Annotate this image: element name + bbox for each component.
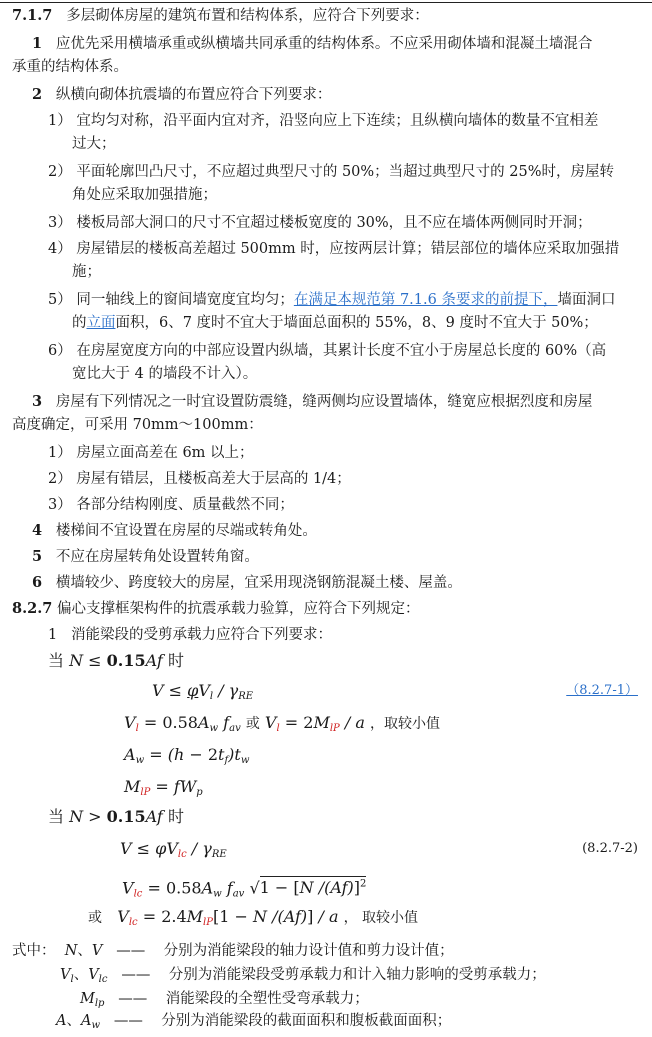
def-row-3: $M_{lp}$ —— 消能梁段的全塑性受弯承载力； bbox=[80, 991, 369, 1009]
def-row-1: 式中： N、V —— 分别为消能梁段的轴力设计值和剪力设计值； bbox=[12, 943, 454, 959]
item-3-line2: 高度确定，可采用 70mm～100mm： bbox=[12, 417, 263, 433]
sub-5-line1: 5） 同一轴线上的窗间墙宽度宜均匀；在满足本规范第 7.1.6 条要求的前提下，墙面洞口 bbox=[48, 292, 616, 308]
eq-number-8-2-7-1[interactable]: （8.2.7-1） bbox=[566, 683, 638, 698]
sub-6-line2: 宽比大于 4 的墙段不计入）。 bbox=[72, 366, 258, 382]
link-elevation[interactable]: 立面 bbox=[86, 315, 116, 331]
eq-mlp: $M_{lP} = fW_p$ bbox=[124, 777, 203, 798]
eq-vlc-2: 或 $V_{lc} = 2.4M_{lP}[1 - N$ /(Af)] / a ， 取较小值 bbox=[88, 907, 419, 928]
item-3-sub-3: 3） 各部分结构刚度、质量截然不同； bbox=[48, 497, 294, 513]
eq-number-8-2-7-2: (8.2.7-2) bbox=[582, 841, 638, 856]
sub-1-line2: 过大； bbox=[72, 136, 116, 152]
def-row-2: $V_l$、$V_{lc}$ —— 分别为消能梁段受剪承载力和计入轴力影响的受剪承载力； bbox=[60, 967, 546, 985]
link-clause-7-1-6[interactable]: 在满足本规范第 7.1.6 条要求的前提下， bbox=[293, 292, 558, 308]
sub-6-line1: 6） 在房屋宽度方向的中部应设置内纵墙，其累计长度不宜小于房屋总长度的 60%（高 bbox=[48, 343, 607, 359]
sub-5-line2: 的立面面积，6、7 度时不宜大于墙面总面积的 55%，8、9 度时不宜大于 50%； bbox=[72, 315, 598, 331]
eq-vl: $V_l = 0.58A_w$ $f_{av}$ 或 $V_l = 2M_{lP} / a$ ，取较小值 bbox=[124, 713, 440, 734]
item-3-sub-1: 1） 房屋立面高差在 6m 以上； bbox=[48, 445, 254, 461]
eq-aw: $A_w = (h - 2t_f)t_w$ bbox=[124, 745, 250, 766]
condition-2: 当 N > 0.15Af 时 bbox=[48, 807, 184, 826]
eq-8-2-7-2: $V \le \varphi V_{lc} / \gamma_{RE}$ bbox=[120, 839, 227, 860]
clause-8-2-7: 8.2.7 偏心支撑框架构件的抗震承载力验算，应符合下列规定： bbox=[12, 600, 420, 617]
item-3-line1: 3 房屋有下列情况之一时宜设置防震缝，缝两侧均应设置墙体，缝宽应根据烈度和房屋 bbox=[32, 393, 593, 410]
item-1-line1: 1 应优先采用横墙承重或纵横墙共同承重的结构体系。不应采用砌体墙和混凝土墙混合 bbox=[32, 35, 593, 52]
item-5: 5 不应在房屋转角处设置转角窗。 bbox=[32, 548, 259, 565]
condition-1: 当 N ≤ 0.15Af 时 bbox=[48, 651, 184, 670]
eq-8-2-7-1: $V \le \varphi V_l / \gamma_{RE}$ bbox=[152, 681, 254, 702]
clause-7-1-7: 7.1.7 多层砌体房屋的建筑布置和结构体系，应符合下列要求： bbox=[12, 7, 429, 24]
def-row-4: A、$A_w$ —— 分别为消能梁段的截面面积和腹板截面面积； bbox=[56, 1013, 452, 1031]
item-2: 2 纵横向砌体抗震墙的布置应符合下列要求： bbox=[32, 86, 332, 103]
eq-vlc-1: $V_{lc} = 0.58A_w$ $f_{av}$ √1 − [N /(Af)]$^2$ bbox=[122, 878, 367, 900]
item-6: 6 横墙较少、跨度较大的房屋，宜采用现浇钢筋混凝土楼、屋盖。 bbox=[32, 574, 462, 591]
sub-4-line2: 施； bbox=[72, 264, 101, 280]
sub-3: 3） 楼板局部大洞口的尺寸不宜超过楼板宽度的 30%，且不应在墙体两侧同时开洞； bbox=[48, 215, 592, 231]
sub-2-line1: 2） 平面轮廓凹凸尺寸，不应超过典型尺寸的 50%；当超过典型尺寸的 25%时，房屋转 bbox=[48, 164, 615, 180]
clause-8-2-7-item-1: 1 消能梁段的受剪承载力应符合下列要求： bbox=[48, 627, 333, 643]
item-3-sub-2: 2） 房屋有错层，且楼板高差大于层高的 1/4； bbox=[48, 471, 351, 487]
item-1-line2: 承重的结构体系。 bbox=[12, 59, 128, 75]
sub-2-line2: 角处应采取加强措施； bbox=[72, 187, 217, 203]
sub-4-line1: 4） 房屋错层的楼板高差超过 500mm 时，应按两层计算；错层部位的墙体应采取加强措 bbox=[48, 241, 620, 257]
item-4: 4 楼梯间不宜设置在房屋的尽端或转角处。 bbox=[32, 522, 317, 539]
sub-1-line1: 1） 宜均匀对称，沿平面内宜对齐，沿竖向应上下连续；且纵横向墙体的数量不宜相差 bbox=[48, 113, 599, 129]
